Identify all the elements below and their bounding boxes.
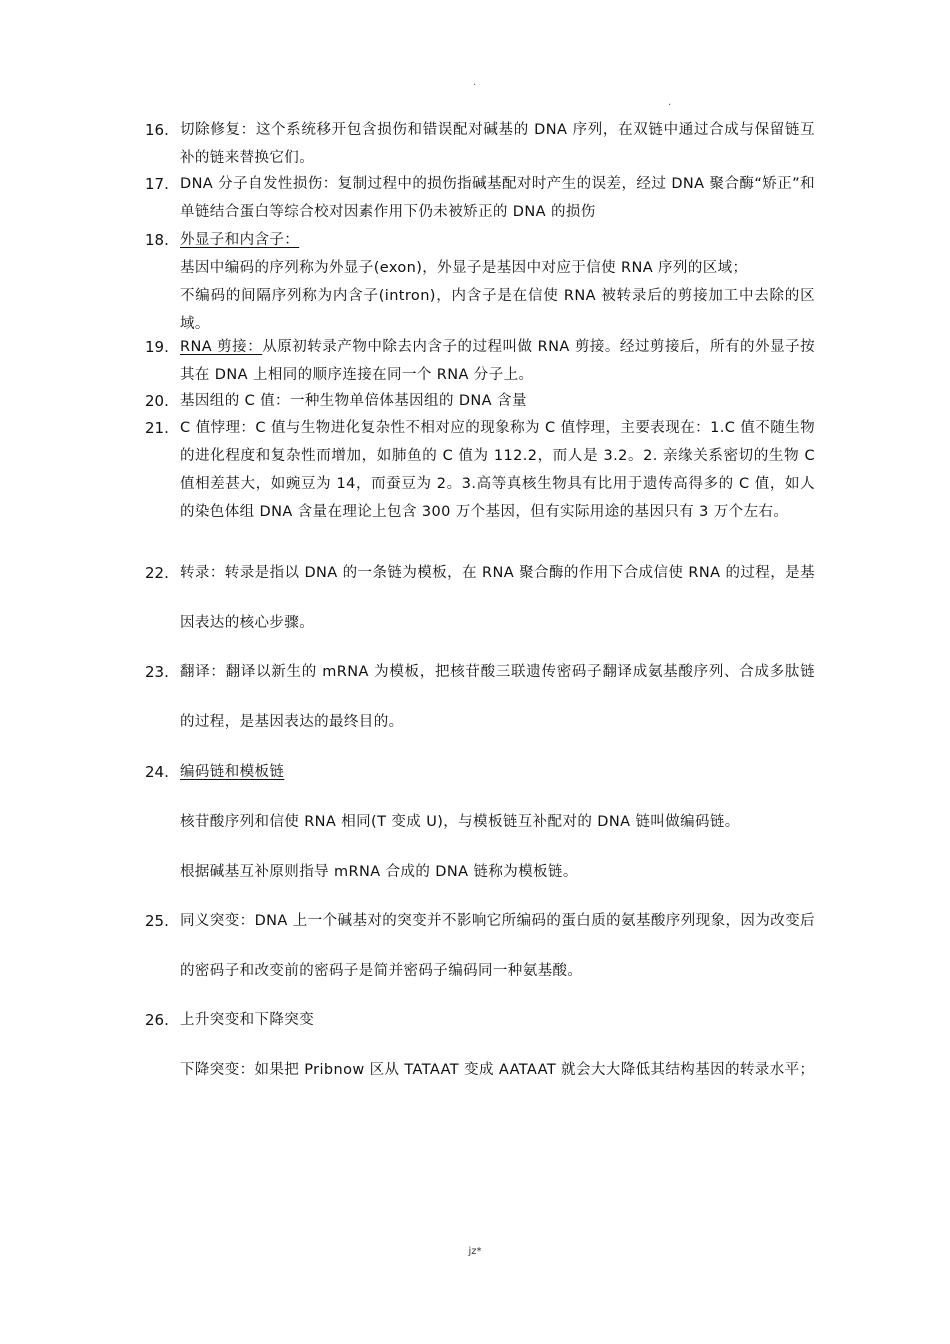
list-item-16 — [145, 116, 815, 172]
item-text: DNA 分子自发性损伤：复制过程中的损伤指碱基配对时产生的误差，经过 DNA 聚合酶“矫正”和单链结合蛋白等综合校对因素作用下仍未被矫正的 DNA 的损伤 — [180, 176, 815, 220]
item-number: 26. — [145, 1011, 169, 1029]
item-text: 翻译：翻译以新生的 mRNA 为模板，把核苷酸三联遗传密码子翻译成氨基酸序列、合成多肽链的过程，是基因表达的最终目的。 — [180, 664, 815, 730]
item-text: 基因组的 C 值：一种生物单倍体基因组的 DNA 含量 — [180, 393, 527, 409]
item-number: 23. — [145, 663, 169, 681]
item-number: 20. — [145, 392, 169, 410]
item-term: 上升突变和下降突变 — [180, 1012, 315, 1028]
item-number: 17. — [145, 175, 169, 193]
list-item-20 — [145, 387, 815, 415]
list-item-21 — [145, 414, 815, 526]
item-line: 不编码的间隔序列称为内含子(intron)，内含子是在信使 RNA 被转录后的剪接加工中去除的区域。 — [180, 288, 815, 332]
item-text: 切除修复：这个系统移开包含损伤和错误配对碱基的 DNA 序列，在双链中通过合成与保留链互补的链来替换它们。 — [180, 122, 815, 166]
item-line: 基因中编码的序列称为外显子(exon)，外显子是基因中对应于信使 RNA 序列的区域； — [180, 260, 748, 276]
item-line: 下降突变：如果把 Pribnow 区从 TATAAT 变成 AATAAT 就会大大降低其结构基因的转录水平； — [180, 1062, 815, 1078]
list-item-25 — [145, 896, 815, 996]
item-text — [180, 333, 815, 389]
list-item-18 — [145, 226, 815, 338]
list-item-26 — [145, 995, 815, 1095]
item-number: 19. — [145, 338, 169, 356]
item-number: 21. — [145, 419, 169, 437]
list-item-22 — [145, 548, 815, 648]
item-text: C 值悖理：C 值与生物进化复杂性不相对应的现象称为 C 值悖理，主要表现在：1.C 值不随生物的进化程度和复杂性而增加，如肺鱼的 C 值为 112.2，而人是 3.2。2. 亲缘关系密切的生物 C 值相差甚大，如豌豆为 14，而蚕豆为 2。3.高等真核生物具有比用于遗传高得多的 C 值，如人的染色体组 DNA 含量在理论上包含 300 万个基因，但有实际用途的基因只有 3 万个左右。 — [180, 420, 815, 520]
list-item-17 — [145, 170, 815, 226]
item-term: 编码链和模板链 — [180, 764, 285, 780]
header-mark-2: . — [668, 97, 672, 108]
item-text — [180, 226, 815, 338]
item-body: 从原初转录产物中除去内含子的过程叫做 RNA 剪接。经过剪接后，所有的外显子按其在 DNA 上相同的顺序连接在同一个 RNA 分子上。 — [180, 339, 816, 383]
item-line: 根据碱基互补原则指导 mRNA 合成的 DNA 链称为模板链。 — [180, 864, 578, 880]
item-number: 18. — [145, 231, 169, 249]
page-footer: jz* — [468, 1246, 482, 1257]
list-item-19 — [145, 333, 815, 389]
item-number: 16. — [145, 121, 169, 139]
item-number: 22. — [145, 564, 169, 582]
item-term: RNA 剪接： — [180, 339, 263, 355]
list-item-24 — [145, 747, 815, 897]
item-number: 25. — [145, 912, 169, 930]
item-number: 24. — [145, 763, 169, 781]
list-item-23 — [145, 647, 815, 747]
header-mark-1: . — [473, 77, 477, 88]
item-text — [180, 995, 815, 1095]
item-line: 核苷酸序列和信使 RNA 相同(T 变成 U)，与模板链互补配对的 DNA 链叫做编码链。 — [180, 814, 740, 830]
item-term: 外显子和内含子： — [180, 232, 300, 248]
item-text: 同义突变：DNA 上一个碱基对的突变并不影响它所编码的蛋白质的氨基酸序列现象，因为改变后的密码子和改变前的密码子是简并密码子编码同一种氨基酸。 — [180, 913, 815, 979]
item-text: 转录：转录是指以 DNA 的一条链为模板，在 RNA 聚合酶的作用下合成信使 RNA 的过程，是基因表达的核心步骤。 — [180, 565, 815, 631]
item-text — [180, 747, 815, 897]
